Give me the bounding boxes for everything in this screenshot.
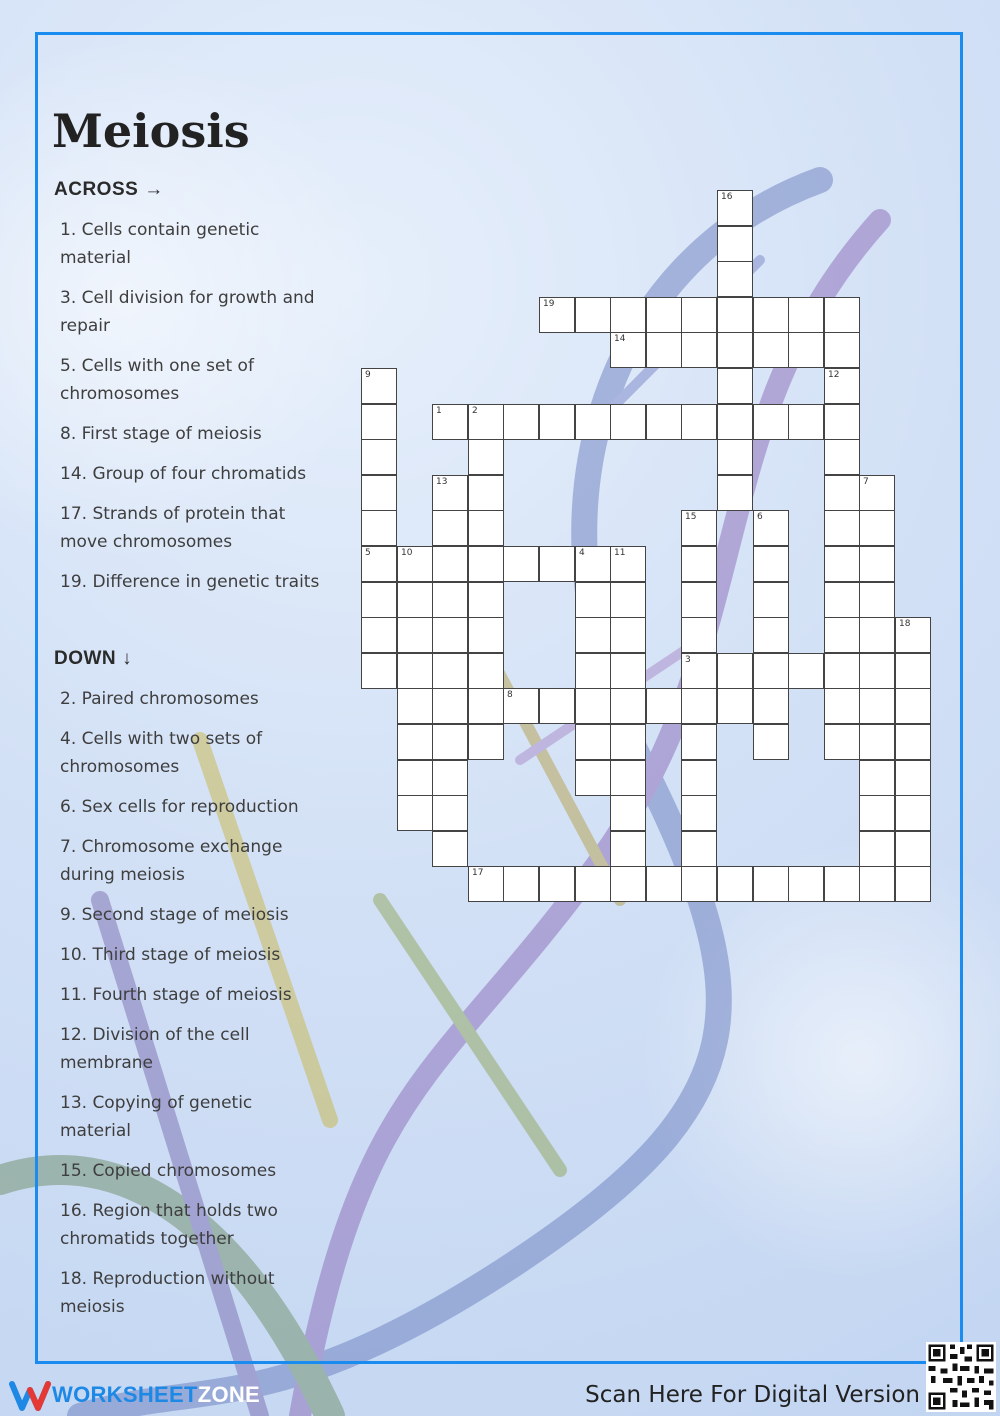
crossword-cell[interactable] bbox=[824, 332, 860, 368]
clue-number: 17 bbox=[472, 868, 484, 878]
crossword-cell[interactable] bbox=[824, 404, 860, 440]
down-clue-18: 18. Reproduction without meiosis bbox=[60, 1269, 275, 1317]
crossword-cell[interactable] bbox=[646, 332, 682, 368]
clue-number: 18 bbox=[899, 619, 911, 629]
crossword-cell[interactable] bbox=[859, 582, 895, 618]
crossword-cell[interactable] bbox=[575, 582, 611, 618]
crossword-cell[interactable] bbox=[895, 653, 931, 689]
crossword-cell[interactable] bbox=[539, 297, 575, 333]
crossword-cell[interactable] bbox=[681, 724, 717, 760]
crossword-cell[interactable] bbox=[895, 760, 931, 796]
crossword-cell[interactable] bbox=[859, 653, 895, 689]
crossword-cell[interactable] bbox=[824, 724, 860, 760]
crossword-cell[interactable] bbox=[717, 404, 753, 440]
crossword-cell[interactable] bbox=[717, 297, 753, 333]
crossword-cell[interactable] bbox=[610, 546, 646, 582]
across-clue-14: 14. Group of four chromatids bbox=[60, 464, 307, 484]
clue-number: 14 bbox=[614, 334, 626, 344]
clue-number: 7 bbox=[863, 477, 869, 487]
across-heading-label: ACROSS bbox=[54, 179, 139, 200]
crossword-cell[interactable] bbox=[468, 582, 504, 618]
crossword-cell[interactable] bbox=[859, 831, 895, 867]
across-clue-17: 17. Strands of protein that move chromosomes bbox=[60, 504, 286, 552]
qr-code-icon[interactable] bbox=[926, 1342, 996, 1412]
down-clue-9: 9. Second stage of meiosis bbox=[60, 905, 289, 925]
brand-name bbox=[52, 1382, 260, 1408]
crossword-cell[interactable] bbox=[681, 866, 717, 902]
clue-number: 10 bbox=[401, 548, 413, 558]
across-clue-3: 3. Cell division for growth and repair bbox=[60, 288, 315, 336]
down-clue-2: 2. Paired chromosomes bbox=[60, 689, 259, 709]
crossword-cell[interactable] bbox=[824, 617, 860, 653]
clue-number: 1 bbox=[436, 406, 442, 416]
crossword-cell[interactable] bbox=[717, 866, 753, 902]
crossword-cell[interactable] bbox=[824, 297, 860, 333]
crossword-cell[interactable] bbox=[397, 760, 433, 796]
down-clue-16: 16. Region that holds two chromatids together bbox=[60, 1201, 278, 1249]
down-clue-7: 7. Chromosome exchange during meiosis bbox=[60, 837, 283, 885]
crossword-cell[interactable] bbox=[610, 582, 646, 618]
crossword-cell[interactable] bbox=[681, 831, 717, 867]
crossword-cell[interactable] bbox=[468, 866, 504, 902]
crossword-cell[interactable] bbox=[681, 404, 717, 440]
crossword-cell[interactable] bbox=[859, 546, 895, 582]
crossword-cell[interactable] bbox=[859, 475, 895, 511]
crossword-cell[interactable] bbox=[575, 404, 611, 440]
crossword-cell[interactable] bbox=[895, 688, 931, 724]
crossword-cell[interactable] bbox=[468, 439, 504, 475]
crossword-cell[interactable] bbox=[361, 475, 397, 511]
crossword-cell[interactable] bbox=[753, 404, 789, 440]
brand-name-part1: WORKSHEET bbox=[52, 1382, 198, 1407]
crossword-cell[interactable] bbox=[824, 653, 860, 689]
brand-name-part2: ZONE bbox=[197, 1382, 261, 1407]
crossword-cell[interactable] bbox=[753, 724, 789, 760]
crossword-cell[interactable] bbox=[432, 688, 468, 724]
crossword-cell[interactable] bbox=[432, 404, 468, 440]
crossword-cell[interactable] bbox=[859, 510, 895, 546]
crossword-cell[interactable] bbox=[468, 475, 504, 511]
page-title: Meiosis bbox=[52, 104, 250, 158]
crossword-cell[interactable] bbox=[859, 617, 895, 653]
crossword-cell[interactable] bbox=[681, 653, 717, 689]
crossword-cell[interactable] bbox=[468, 404, 504, 440]
crossword-cell[interactable] bbox=[610, 760, 646, 796]
scan-instruction: Scan Here For Digital Version bbox=[585, 1382, 920, 1408]
crossword-cell[interactable] bbox=[575, 688, 611, 724]
crossword-cell[interactable] bbox=[397, 582, 433, 618]
crossword-cell[interactable] bbox=[610, 297, 646, 333]
crossword-cell[interactable] bbox=[397, 653, 433, 689]
crossword-cell[interactable] bbox=[753, 866, 789, 902]
down-clue-4: 4. Cells with two sets of chromosomes bbox=[60, 729, 263, 777]
across-heading bbox=[54, 179, 164, 201]
clue-number: 19 bbox=[543, 299, 555, 309]
down-clue-10: 10. Third stage of meiosis bbox=[60, 945, 281, 965]
crossword-cell[interactable] bbox=[753, 332, 789, 368]
crossword-cell[interactable] bbox=[503, 404, 539, 440]
clue-number: 2 bbox=[472, 406, 478, 416]
crossword-cell[interactable] bbox=[610, 831, 646, 867]
clue-number: 15 bbox=[685, 512, 697, 522]
crossword-cell[interactable] bbox=[397, 617, 433, 653]
crossword-cell[interactable] bbox=[681, 795, 717, 831]
crossword-cell[interactable] bbox=[432, 582, 468, 618]
clue-number: 13 bbox=[436, 477, 448, 487]
crossword-cell[interactable] bbox=[753, 510, 789, 546]
down-heading bbox=[54, 648, 132, 670]
crossword-cell[interactable] bbox=[610, 724, 646, 760]
crossword-cell[interactable] bbox=[575, 724, 611, 760]
crossword-cell[interactable] bbox=[895, 866, 931, 902]
down-heading-label: DOWN bbox=[54, 648, 117, 669]
crossword-cell[interactable] bbox=[610, 688, 646, 724]
crossword-cell[interactable] bbox=[432, 617, 468, 653]
crossword-cell[interactable] bbox=[575, 297, 611, 333]
crossword-cell[interactable] bbox=[681, 760, 717, 796]
clue-number: 12 bbox=[828, 370, 840, 380]
crossword-cell[interactable] bbox=[610, 617, 646, 653]
brand-logo bbox=[8, 1378, 260, 1412]
clue-number: 11 bbox=[614, 548, 626, 558]
crossword-cell[interactable] bbox=[824, 866, 860, 902]
arrow-down-icon: ↓ bbox=[122, 648, 133, 669]
crossword-cell[interactable] bbox=[859, 866, 895, 902]
crossword-cell[interactable] bbox=[361, 439, 397, 475]
crossword-cell[interactable] bbox=[717, 261, 753, 297]
down-clue-6: 6. Sex cells for reproduction bbox=[60, 797, 299, 817]
crossword-cell[interactable] bbox=[646, 688, 682, 724]
crossword-cell[interactable] bbox=[610, 332, 646, 368]
crossword-cell[interactable] bbox=[681, 297, 717, 333]
crossword-cell[interactable] bbox=[539, 688, 575, 724]
crossword-cell[interactable] bbox=[824, 439, 860, 475]
clue-number: 4 bbox=[579, 548, 585, 558]
down-clue-15: 15. Copied chromosomes bbox=[60, 1161, 277, 1181]
crossword-cell[interactable] bbox=[575, 617, 611, 653]
crossword-cell[interactable] bbox=[717, 688, 753, 724]
clue-number: 9 bbox=[365, 370, 371, 380]
crossword-cell[interactable] bbox=[824, 582, 860, 618]
crossword-cell[interactable] bbox=[610, 404, 646, 440]
crossword-cell[interactable] bbox=[468, 688, 504, 724]
crossword-cell[interactable] bbox=[468, 724, 504, 760]
crossword-cell[interactable] bbox=[610, 795, 646, 831]
crossword-cell[interactable] bbox=[788, 297, 824, 333]
crossword-cell[interactable] bbox=[717, 439, 753, 475]
clue-number: 16 bbox=[721, 192, 733, 202]
crossword-cell[interactable] bbox=[432, 475, 468, 511]
clue-number: 3 bbox=[685, 655, 691, 665]
crossword-cell[interactable] bbox=[610, 653, 646, 689]
crossword-cell[interactable] bbox=[859, 724, 895, 760]
crossword-cell[interactable] bbox=[824, 510, 860, 546]
clue-number: 5 bbox=[365, 548, 371, 558]
crossword-cell[interactable] bbox=[859, 760, 895, 796]
crossword-cell[interactable] bbox=[788, 404, 824, 440]
across-clue-5: 5. Cells with one set of chromosomes bbox=[60, 356, 254, 404]
crossword-cell[interactable] bbox=[575, 760, 611, 796]
crossword-cell[interactable] bbox=[432, 724, 468, 760]
crossword-cell[interactable] bbox=[361, 510, 397, 546]
crossword-cell[interactable] bbox=[717, 226, 753, 262]
crossword-cell[interactable] bbox=[753, 653, 789, 689]
crossword-cell[interactable] bbox=[753, 546, 789, 582]
crossword-cell[interactable] bbox=[895, 617, 931, 653]
crossword-cell[interactable] bbox=[361, 617, 397, 653]
across-clue-19: 19. Difference in genetic traits bbox=[60, 572, 320, 592]
crossword-cell[interactable] bbox=[788, 653, 824, 689]
crossword-cell[interactable] bbox=[646, 297, 682, 333]
crossword-cell[interactable] bbox=[717, 653, 753, 689]
crossword-cell[interactable] bbox=[824, 475, 860, 511]
crossword-cell[interactable] bbox=[681, 510, 717, 546]
crossword-cell[interactable] bbox=[575, 653, 611, 689]
crossword-cell[interactable] bbox=[681, 582, 717, 618]
worksheetzone-logo-icon bbox=[8, 1378, 52, 1412]
crossword-cell[interactable] bbox=[539, 866, 575, 902]
crossword-cell[interactable] bbox=[753, 688, 789, 724]
crossword-cell[interactable] bbox=[361, 368, 397, 404]
crossword-cell[interactable] bbox=[397, 688, 433, 724]
crossword-cell[interactable] bbox=[468, 546, 504, 582]
crossword-cell[interactable] bbox=[503, 688, 539, 724]
clue-number: 6 bbox=[757, 512, 763, 522]
crossword-cell[interactable] bbox=[717, 332, 753, 368]
crossword-cell[interactable] bbox=[432, 795, 468, 831]
crossword-cell[interactable] bbox=[859, 688, 895, 724]
crossword-cell[interactable] bbox=[753, 617, 789, 653]
clue-number: 8 bbox=[507, 690, 513, 700]
crossword-cell[interactable] bbox=[397, 724, 433, 760]
crossword-cell[interactable] bbox=[895, 831, 931, 867]
crossword-cell[interactable] bbox=[824, 546, 860, 582]
crossword-cell[interactable] bbox=[503, 866, 539, 902]
crossword-cell[interactable] bbox=[575, 866, 611, 902]
crossword-cell[interactable] bbox=[468, 510, 504, 546]
crossword-cell[interactable] bbox=[824, 368, 860, 404]
crossword-cell[interactable] bbox=[397, 795, 433, 831]
crossword-cell[interactable] bbox=[681, 617, 717, 653]
down-clue-13: 13. Copying of genetic material bbox=[60, 1093, 253, 1141]
crossword-cell[interactable] bbox=[753, 582, 789, 618]
crossword-cell[interactable] bbox=[646, 866, 682, 902]
crossword-cell[interactable] bbox=[681, 688, 717, 724]
arrow-right-icon: → bbox=[144, 179, 164, 200]
across-clue-8: 8. First stage of meiosis bbox=[60, 424, 262, 444]
crossword-cell[interactable] bbox=[610, 866, 646, 902]
crossword-cell[interactable] bbox=[361, 546, 397, 582]
crossword-cell[interactable] bbox=[432, 831, 468, 867]
crossword-cell[interactable] bbox=[539, 546, 575, 582]
crossword-cell[interactable] bbox=[361, 582, 397, 618]
crossword-cell[interactable] bbox=[468, 653, 504, 689]
crossword-cell[interactable] bbox=[361, 404, 397, 440]
crossword-cell[interactable] bbox=[824, 688, 860, 724]
down-clue-11: 11. Fourth stage of meiosis bbox=[60, 985, 292, 1005]
crossword-cell[interactable] bbox=[895, 795, 931, 831]
crossword-cell[interactable] bbox=[646, 404, 682, 440]
crossword-cell[interactable] bbox=[432, 653, 468, 689]
crossword-cell[interactable] bbox=[432, 760, 468, 796]
crossword-cell[interactable] bbox=[895, 724, 931, 760]
crossword-cell[interactable] bbox=[361, 653, 397, 689]
crossword-cell[interactable] bbox=[717, 475, 753, 511]
crossword-cell[interactable] bbox=[717, 368, 753, 404]
crossword-cell[interactable] bbox=[788, 332, 824, 368]
crossword-cell[interactable] bbox=[468, 617, 504, 653]
crossword-cell[interactable] bbox=[788, 866, 824, 902]
down-clue-12: 12. Division of the cell membrane bbox=[60, 1025, 250, 1073]
crossword-cell[interactable] bbox=[432, 546, 468, 582]
crossword-cell[interactable] bbox=[432, 510, 468, 546]
crossword-cell[interactable] bbox=[539, 404, 575, 440]
crossword-cell[interactable] bbox=[503, 546, 539, 582]
crossword-cell[interactable] bbox=[575, 546, 611, 582]
crossword-cell[interactable] bbox=[753, 297, 789, 333]
crossword-cell[interactable] bbox=[717, 190, 753, 226]
crossword-cell[interactable] bbox=[681, 332, 717, 368]
crossword-cell[interactable] bbox=[681, 546, 717, 582]
crossword-cell[interactable] bbox=[397, 546, 433, 582]
crossword-cell[interactable] bbox=[859, 795, 895, 831]
across-clue-1: 1. Cells contain genetic material bbox=[60, 220, 260, 268]
